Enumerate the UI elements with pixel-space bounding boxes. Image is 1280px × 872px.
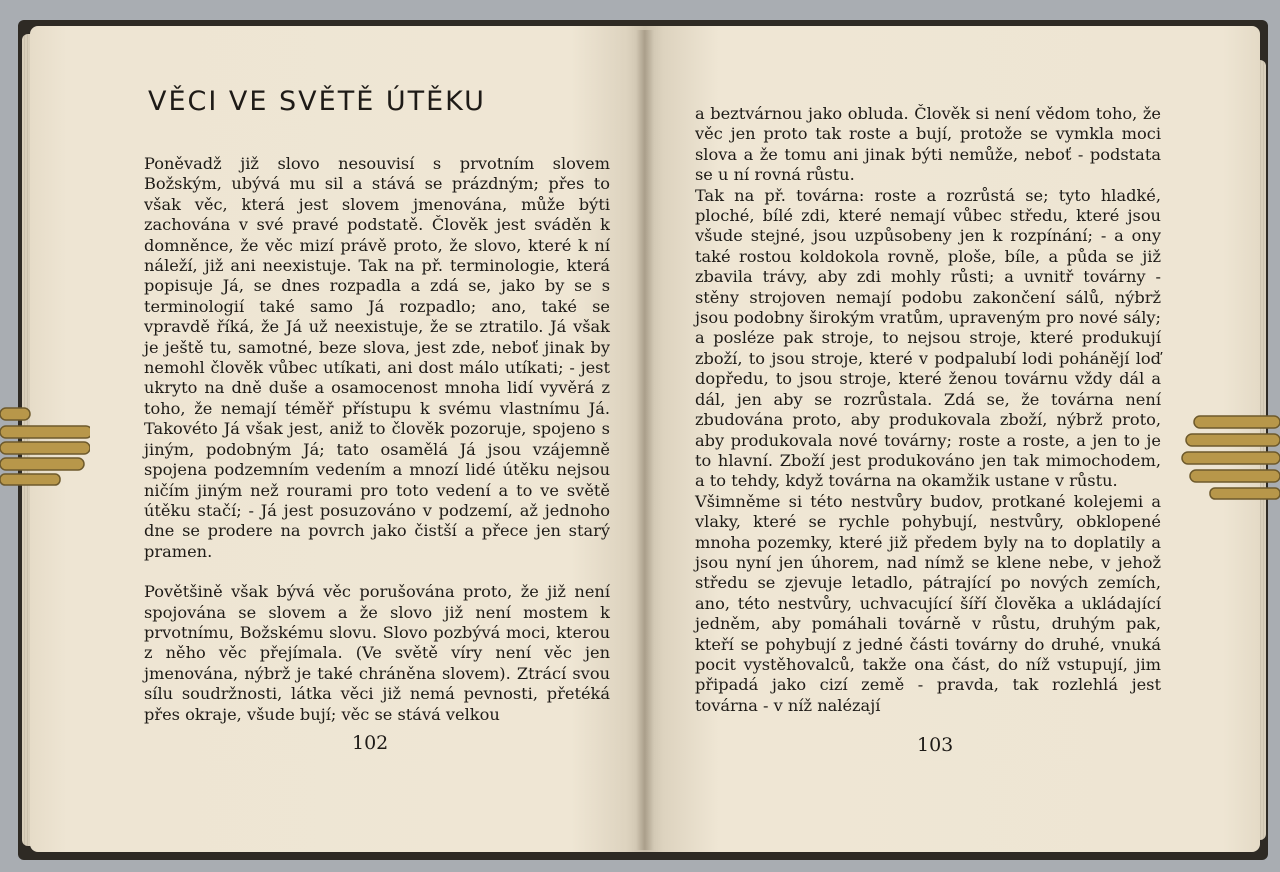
left-page	[30, 26, 645, 852]
left-page-text	[144, 154, 610, 725]
paragraph: Tak na př. továrna: roste a rozrůstá se; tyto hladké, ploché, bílé zdi, které nemají vůbec středu, které jsou všude stejné, jsou uzpůsobeny jen k rozpínání; - a ony také rostou koldokola rovně, ploše, bíle, a půda se již zbavila trávy, aby zdi mohly růsti; a uvnitř továrny - stěny strojoven nemají podobu zakončení sálů, nýbrž jsou podobny širokým vratům, upraveným pro nové sály; a posléze pak stroje, to nejsou stroje, které produkují zboží, to jsou stroje, které v podpalubí lodi pohánějí loď dopředu, to jsou stroje, které ženou továrnu vždy dál a dál, jen aby se rozrůstala. Zdá se, že továrna není zbudována proto, aby produkovala zboží, nýbrž proto, aby produkovala nové továrny; roste a roste, a jen to je to hlavní. Zboží jest produkováno jen tak mimochodem, a to tehdy, když továrna na okamžik ustane v růstu.	[695, 185, 1161, 491]
right-page-text	[695, 104, 1161, 716]
paragraph: Povětšině však bývá věc porušována proto, že již není spojována se slovem a že slovo již není mostem k prvotnímu, Božskému slovu. Slovo pozbývá moci, kterou z něho věc přejímala. (Ve světě víry není věc jen jmenována, nýbrž je také chráněna slovem). Ztrácí svou sílu soudržnosti, látka věci již nemá pevnosti, přetéká přes okraje, všude bují; věc se stává velkou	[144, 582, 610, 724]
paragraph: Všimněme si této nestvůry budov, protkané kolejemi a vlaky, které se rychle pohybují, nestvůry, obklopené mnoha pozemky, které již předem byly na to doplatily a jsou nyní jen úhorem, nad nímž se klene nebe, v jehož středu se zjevuje letadlo, pátrající po nových zemích, ano, této nestvůry, uchvacující šíří člověka a ukládající jedněm, aby pomáhali továrně v růstu, druhým pak, kteří se pohybují z jedné části továrny do druhé, vnuká pocit vystěhovalců, takže ona část, do níž vstupují, jim připadá jako cizí země - pravda, tak rozlehlá jest továrna - v níž nalézají	[695, 491, 1161, 715]
book-gutter	[636, 30, 654, 850]
page-number-right: 103	[917, 734, 954, 756]
page-number-left: 102	[352, 732, 389, 754]
paragraph: a beztvárnou jako obluda. Člověk si není vědom toho, že věc jen proto tak roste a bují, protože se vymkla moci slova a že tomu ani jinak býti nemůže, neboť - podstata se u ní rovná růstu.	[695, 104, 1161, 185]
chapter-title: VĚCI VE SVĚTĚ ÚTĚKU	[148, 86, 486, 117]
right-page	[645, 26, 1260, 852]
paragraph: Poněvadž již slovo nesouvisí s prvotním slovem Božským, ubývá mu sil a stává se prázdným; přes to však věc, která jest slovem jmenována, může býti zachována v své pravé podstatě. Člověk jest sváděn k domněnce, že věc mizí právě proto, že slovo, které k ní náleží, již ani neexistuje. Tak na př. terminologie, která popisuje Já, se dnes rozpadla a zdá se, jako by se s terminologií také samo Já rozpadlo; ano, také se vpravdě říká, že Já už neexistuje, že se ztratilo. Já však je ještě tu, samotné, beze slova, jest zde, neboť jinak by nemohl člověk vůbec utíkati, ani dost málo utíkati; - jest ukryto na dně duše a osamocenost mnoha lidí vyvěrá z toho, že nemají téměř přístupu k svému vlastnímu Já. Takovéto Já však jest, aniž to člověk pozoruje, spojeno s jiným, podobným Já; tato osamělá Já jsou vzájemně spojena podzemním vedením a mnozí lidé útěku nejsou ničím jiným než rourami pro toto vedení a to ve světě útěku stačí; - Já jest posuzováno v podzemí, až jednoho dne se prodere na povrch jako čistší a přece jen starý pramen.	[144, 154, 610, 561]
book-clip-hand-right-icon	[1180, 412, 1270, 502]
book-clip-hand-left-icon	[0, 400, 90, 490]
